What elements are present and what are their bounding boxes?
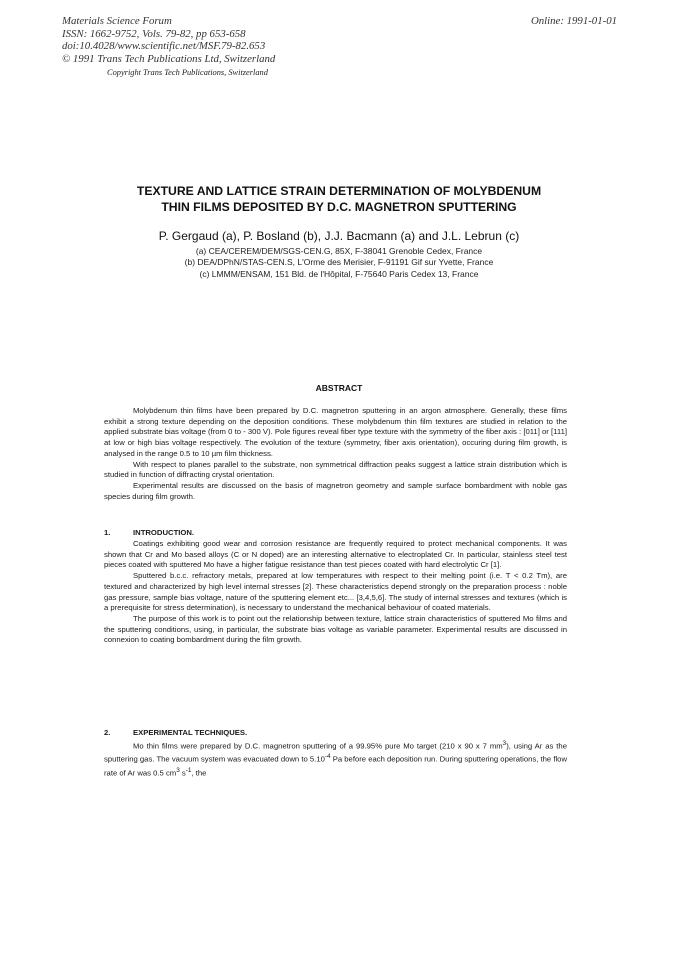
section-heading [104,728,567,739]
copyright-line: © 1991 Trans Tech Publications Ltd, Switzerland [62,52,276,65]
text-run: ), using Ar as the sputtering gas. The vacuum system was evacuated down to 5.10 [104,741,567,764]
section-title: EXPERIMENTAL TECHNIQUES. [133,728,248,737]
superscript: -1 [185,766,192,774]
abstract-body [104,406,567,502]
body-paragraph: Coatings exhibiting good wear and corrosion resistance are frequently required to protect mechanical components. It was shown that Cr and Mo based alloys (C or N doped) are an interesting alternative to electroplated Cr. In particular, stainless steel test pieces coated with sputtered Mo have a higher fatigue resistance than test pieces coated with hard electrolytic Cr [1]. [104,539,567,570]
abstract-paragraph: Molybdenum thin films have been prepared by D.C. magnetron sputtering in an argon atmosphere. Generally, these films exhibit a strong texture depending on the deposition conditions. These molybdenum thin film textures are studied in relation to the applied substrate bias voltage (from 0 to - 300 V). Pole figures reveal fiber type texture with the symmetry of the fiber axis : [011] or [111] at low or high bias voltage respectively. The evolution of the texture (symmetry, fiber axis orientation), occuring during film growth, is analysed in the range 0.5 to 10 µm film thickness. [104,406,567,458]
journal-name: Materials Science Forum [62,15,172,27]
text-run: s [179,768,186,778]
affiliation-b: (b) DEA/DPhN/STAS-CEN.S, L'Orme des Merisier, F-91191 Gif sur Yvette, France [184,257,494,268]
section-heading [104,528,567,539]
paper-title [0,184,678,215]
affiliation-a: (a) CEA/CEREM/DEM/SGS-CEN.G, 85X, F-38041 Grenoble Cedex, France [195,246,483,256]
superscript: 3 [502,740,507,747]
section-introduction [104,528,567,646]
section-title: INTRODUCTION. [133,528,195,537]
text-run: , the [191,768,207,778]
doi-line: doi:10.4028/www.scientific.net/MSF.79-82.653 [62,40,266,53]
authors: P. Gergaud (a), P. Bosland (b), J.J. Bacmann (a) and J.L. Lebrun (c) [158,229,520,243]
publisher-copyright: Copyright Trans Tech Publications, Switzerland [107,68,268,77]
text-run: Pa before each deposition run. During sputtering operations, the flow rate of Ar was 0.5 cm [104,754,567,778]
section-number: 2. [104,728,111,737]
abstract-paragraph: Experimental results are discussed on the basis of magnetron geometry and sample surface bombardment with noble gas species during film growth. [104,480,567,501]
body-paragraph: Sputtered b.c.c. refractory metals, prepared at low temperatures with respect to their melting point (i.e. T < 0.2 Tm), are textured and characterized by high level internal stresses [2]. These characteristics depend strongly on the preparation process : noble gas pressure, sample bias voltage, nature of the sputtering element etc... [3,4,5,6]. The study of internal stresses and textures (which is a prerequisite for stress determination), is necessary to understand the mechanical behaviour of coated materials. [104,571,567,613]
section-number: 1. [104,528,111,537]
title-line-2: THIN FILMS DEPOSITED BY D.C. MAGNETRON SPUTTERING [161,199,517,214]
superscript: -4 [324,753,331,761]
superscript: 3 [176,766,180,774]
publication-header [62,15,617,65]
abstract-paragraph: With respect to planes parallel to the substrate, non symmetrical diffraction peaks suggest a lattice strain distribution which is studied in function of diffracting crystal orientation. [104,459,567,480]
affiliations [0,246,678,280]
body-paragraph: The purpose of this work is to point out the relationship between texture, lattice strain characteristics of sputtered Mo films and the sputtering conditions, using, in particular, the substrate bias voltage as variable parameter. Experimental results are discussed in connexion to coating bombardment during the film growth. [104,613,567,645]
text-run: Mo thin films were prepared by D.C. magnetron sputtering of a 99.95% pure Mo target (210 x 90 x 7 mm [133,741,503,751]
title-line-1: TEXTURE AND LATTICE STRAIN DETERMINATION OF MOLYBDENUM [136,184,542,198]
section-experimental [104,728,567,779]
abstract-heading: ABSTRACT [315,383,363,393]
body-paragraph [104,739,567,779]
issn-line: ISSN: 1662-9752, Vols. 79-82, pp 653-658 [62,27,246,40]
affiliation-c: (c) LMMM/ENSAM, 151 Bld. de l'Hôpital, F-75640 Paris Cedex 13, France [199,268,479,279]
online-date: Online: 1991-01-01 [530,15,617,27]
